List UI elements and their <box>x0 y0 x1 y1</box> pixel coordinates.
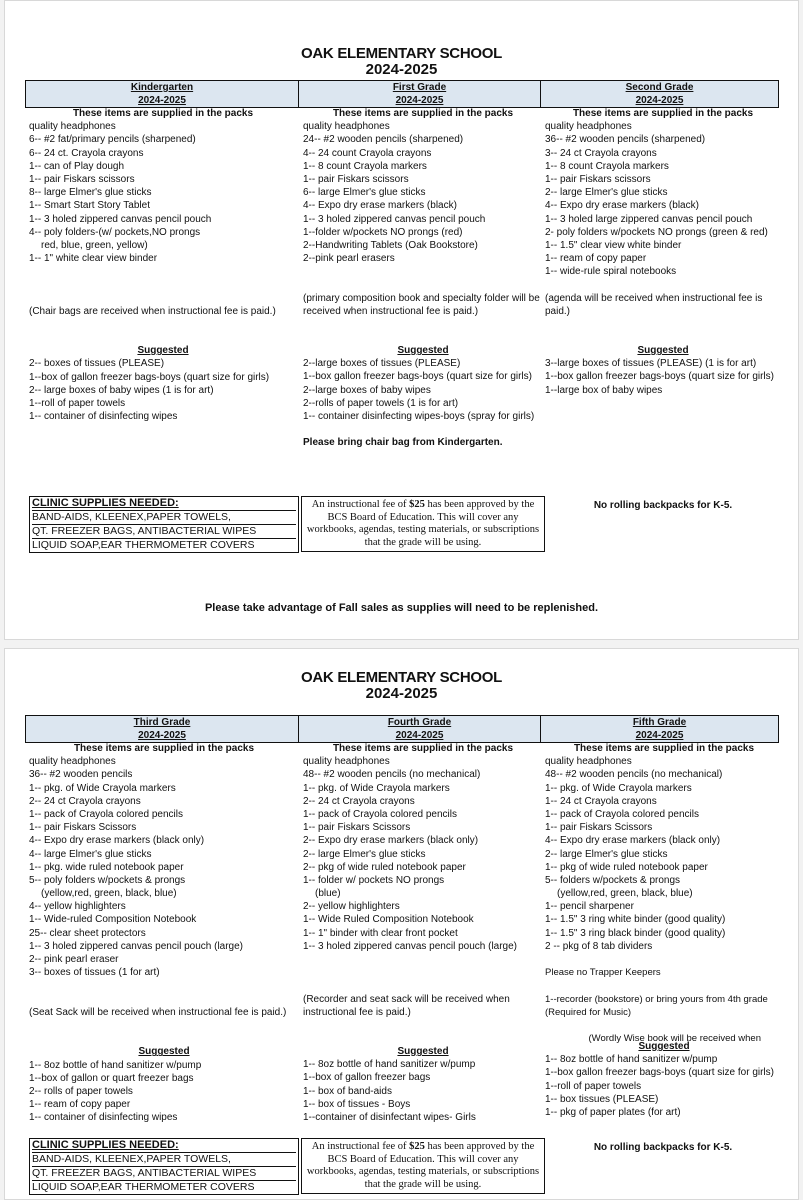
list-item: quality headphones <box>29 756 116 768</box>
clinic-line: BAND-AIDS, KLEENEX,PAPER TOWELS, <box>32 510 296 524</box>
clinic-title: CLINIC SUPPLIES NEEDED: <box>32 497 179 509</box>
list-item: 3-- 24 ct Crayola crayons <box>545 147 657 159</box>
clinic-line: LIQUID SOAP,EAR THERMOMETER COVERS <box>32 538 296 552</box>
clinic-line: BAND-AIDS, KLEENEX,PAPER TOWELS, <box>32 1152 296 1166</box>
list-item: 1-- 3 holed zippered canvas pencil pouch (large) <box>29 940 244 952</box>
list-item: 4-- yellow highlighters <box>29 901 126 913</box>
suggested-item: 1-- container of disinfecting wipes <box>29 1112 178 1124</box>
fee-text: An instructional fee of <box>311 499 410 510</box>
grade-year: 2024-2025 <box>138 95 186 106</box>
suggested-item: 1-- container of disinfecting wipes <box>29 411 178 423</box>
list-item: (yellow,red, green, black, blue) <box>557 888 693 900</box>
list-item: 2-- pink pearl eraser <box>29 954 119 966</box>
suggested-item: 2--large boxes of baby wipes <box>303 384 431 396</box>
list-item: 1-- 1.5" clear view white binder <box>545 239 682 251</box>
instructional-fee-box <box>301 496 545 552</box>
list-item: 1-- pack of Crayola colored pencils <box>29 808 183 820</box>
list-item: 1-- 1" white clear view binder <box>29 253 158 265</box>
suggested-item: 2-- rolls of paper towels <box>29 1085 133 1097</box>
grade-year: 2024-2025 <box>635 730 684 741</box>
list-item: 1-- 1" binder with clear front pocket <box>303 927 458 939</box>
grade-year: 2024-2025 <box>395 730 444 741</box>
clinic-line: QT. FREEZER BAGS, ANTIBACTERIAL WIPES <box>32 1166 296 1180</box>
list-item: 1-- pair Fiskars scissors <box>303 173 409 185</box>
list-item: 8-- large Elmer's glue sticks <box>29 187 152 199</box>
list-item: 48-- #2 wooden pencils (no mechanical) <box>303 769 481 781</box>
suggested-item: 1-- 8oz bottle of hand sanitizer w/pump <box>29 1059 202 1071</box>
grade-name: Fourth Grade <box>387 717 452 728</box>
list-item: 1-- pkg of wide ruled notebook paper <box>545 861 708 873</box>
fee-note: (Seat Sack will be received when instructional fee is paid.) <box>29 1006 287 1018</box>
list-item: 1-- pkg. wide ruled notebook paper <box>29 861 184 873</box>
list-item: 48-- #2 wooden pencils (no mechanical) <box>545 769 723 781</box>
suggested-item: 1--box of gallon or quart freezer bags <box>29 1072 194 1084</box>
suggested-item: 2--rolls of paper towels (1 is for art) <box>303 397 459 409</box>
fee-text: has been approved by the BCS Board of Education. This will cover any workbooks, agendas, testing materials, or subscriptions that the grade will be using. <box>306 1141 540 1190</box>
suggested-item: 1-- box tissues (PLEASE) <box>545 1093 659 1105</box>
grade-header-kindergarten <box>26 81 298 107</box>
list-item: 1-- pair Fiskars scissors <box>545 173 651 185</box>
fee-text: has been approved by the BCS Board of Education. This will cover any workbooks, agendas, testing materials, or subscriptions that the grade will be using. <box>306 499 540 548</box>
suggested-header: Suggested <box>637 345 689 357</box>
clinic-supplies-box <box>29 1138 299 1195</box>
fee-note: (primary composition book and specialty folder will be received when instructional fee is paid.) <box>303 292 540 317</box>
list-item: quality headphones <box>29 121 116 133</box>
supplied-header: These items are supplied in the packs <box>332 108 514 119</box>
grade-header-fifth <box>540 716 778 742</box>
suggested-header: Suggested <box>397 1045 449 1057</box>
third-grade-column <box>29 742 299 1124</box>
list-item: 1-- pencil sharpener <box>545 901 634 913</box>
list-item: 1-- pair Fiskars scissors <box>29 173 135 185</box>
list-item: 1-- pair Fiskars Scissors <box>303 822 411 834</box>
list-item: (yellow,red, green, black, blue) <box>41 888 177 900</box>
wordly-wise-note: (Wordly Wise book will be received when <box>588 1032 761 1044</box>
trapper-keeper-note: Please no Trapper Keepers <box>545 967 661 979</box>
grade-header-first <box>298 81 540 107</box>
suggested-item: 1--roll of paper towels <box>545 1080 642 1092</box>
clinic-title: CLINIC SUPPLIES NEEDED: <box>32 1139 179 1151</box>
list-item: 36-- #2 wooden pencils <box>29 769 133 781</box>
list-item: 1-- pair Fiskars Scissors <box>545 822 653 834</box>
list-item: 1-- 8 count Crayola markers <box>545 160 669 172</box>
fee-amount: $25 <box>409 1141 425 1152</box>
list-item: 2-- yellow highlighters <box>303 901 400 913</box>
suggested-item: 1-- 8oz bottle of hand sanitizer w/pump <box>545 1054 718 1066</box>
list-item: 2- poly folders w/pockets NO prongs (green & red) <box>545 226 768 238</box>
supplied-header: These items are supplied in the packs <box>332 743 514 754</box>
list-item: 4-- poly folders-(w/ pockets,NO prongs <box>29 226 201 238</box>
list-item: 2-- large Elmer's glue sticks <box>545 848 668 860</box>
supply-list-page-2 <box>4 648 799 1200</box>
fee-amount: $25 <box>409 499 425 510</box>
fifth-grade-column <box>545 742 783 1119</box>
supplied-header: These items are supplied in the packs <box>572 108 754 119</box>
chair-bag-note: Please bring chair bag from Kindergarten. <box>303 437 503 449</box>
list-item: 1-- Wide Ruled Composition Notebook <box>303 914 474 926</box>
fourth-grade-column <box>303 742 543 1124</box>
fee-note: (agenda will be received when instructional fee is paid.) <box>545 292 763 317</box>
list-item: 3-- boxes of tissues (1 for art) <box>29 967 160 979</box>
suggested-item: 2-- large boxes of baby wipes (1 is for art) <box>29 384 214 396</box>
list-item: 25-- clear sheet protectors <box>29 927 146 939</box>
list-item: 5-- folders w/pockets & prongs <box>545 874 681 886</box>
school-name: OAK ELEMENTARY SCHOOL <box>301 45 502 62</box>
recorder-note: 1--recorder (bookstore) or bring yours from 4th grade (Required for Music) <box>545 993 768 1018</box>
no-rolling-backpacks-note: No rolling backpacks for K-5. <box>593 500 733 511</box>
list-item: 2-- Expo dry erase markers (black only) <box>303 835 479 847</box>
grade-name: First Grade <box>392 82 447 93</box>
list-item: 4-- Expo dry erase markers (black only) <box>29 835 205 847</box>
list-item: 2-- large Elmer's glue sticks <box>303 848 426 860</box>
list-item: 6-- large Elmer's glue sticks <box>303 187 426 199</box>
list-item: quality headphones <box>303 756 390 768</box>
list-item: 5-- poly folders w/pockets & prongs <box>29 874 186 886</box>
grade-name: Kindergarten <box>130 82 194 93</box>
list-item: 1-- pair Fiskars Scissors <box>29 822 137 834</box>
list-item: 1-- ream of copy paper <box>545 253 647 265</box>
suggested-item: 1--box gallon freezer bags-boys (quart size for girls) <box>545 1067 774 1079</box>
list-item: quality headphones <box>303 121 390 133</box>
grade-header-second <box>540 81 778 107</box>
list-item: 1-- Smart Start Story Tablet <box>29 200 150 212</box>
suggested-header: Suggested <box>397 345 449 357</box>
suggested-item: 2-- boxes of tissues (PLEASE) <box>29 358 165 370</box>
school-year: 2024-2025 <box>365 61 438 78</box>
grade-header-row <box>25 715 779 743</box>
list-item: 4-- Expo dry erase markers (black) <box>303 200 457 212</box>
fee-note: (Chair bags are received when instructional fee is paid.) <box>29 305 276 317</box>
fee-note: (Recorder and seat sack will be received when instructional fee is paid.) <box>303 993 510 1018</box>
suggested-header: Suggested <box>138 1046 190 1058</box>
list-item: (blue) <box>315 888 341 900</box>
list-item: 6-- 24 ct. Crayola crayons <box>29 147 144 159</box>
no-rolling-backpacks-note: No rolling backpacks for K-5. <box>593 1142 733 1153</box>
list-item: 1-- 3 holed zippered canvas pencil pouch <box>303 213 486 225</box>
grade-name: Second Grade <box>625 82 694 93</box>
list-item: quality headphones <box>545 756 632 768</box>
grade-name: Fifth Grade <box>632 717 687 728</box>
list-item: 2--pink pearl erasers <box>303 253 395 265</box>
list-item: 1-- pack of Crayola colored pencils <box>303 808 457 820</box>
list-item: 4-- 24 count Crayola crayons <box>303 147 432 159</box>
list-item: 1-- 24 ct Crayola crayons <box>545 795 657 807</box>
list-item: 2-- large Elmer's glue sticks <box>545 187 668 199</box>
fee-text: An instructional fee of <box>311 1141 410 1152</box>
list-item: 2--Handwriting Tablets (Oak Bookstore) <box>303 239 478 251</box>
suggested-item: 1-- box of tissues - Boys <box>303 1098 411 1110</box>
school-year: 2024-2025 <box>365 685 438 702</box>
list-item: 1-- 3 holed zippered canvas pencil pouch <box>29 213 212 225</box>
list-item: 2-- 24 ct Crayola crayons <box>29 795 141 807</box>
list-item: 1--folder w/pockets NO prongs (red) <box>303 226 463 238</box>
list-item: red, blue, green, yellow) <box>41 239 148 251</box>
grade-header-row <box>25 80 779 108</box>
list-item: 4-- Expo dry erase markers (black) <box>545 200 699 212</box>
fall-sales-note: Please take advantage of Fall sales as supplies will need to be replenished. <box>204 602 599 614</box>
suggested-header: Suggested <box>638 1040 690 1052</box>
suggested-item: 1--large box of baby wipes <box>545 384 663 396</box>
supplied-header: These items are supplied in the packs <box>573 743 755 754</box>
grade-year: 2024-2025 <box>635 95 684 106</box>
suggested-item: 1-- 8oz bottle of hand sanitizer w/pump <box>303 1059 476 1071</box>
suggested-item: 1--box of gallon freezer bags <box>303 1072 431 1084</box>
list-item: 36-- #2 wooden pencils (sharpened) <box>545 134 706 146</box>
list-item: 1-- pkg. of Wide Crayola markers <box>29 782 176 794</box>
list-item: 1-- wide-rule spiral notebooks <box>545 266 677 278</box>
list-item: 1-- pkg. of Wide Crayola markers <box>303 782 450 794</box>
list-item: 1-- pack of Crayola colored pencils <box>545 808 699 820</box>
school-name: OAK ELEMENTARY SCHOOL <box>301 669 502 686</box>
list-item: 2-- 24 ct Crayola crayons <box>303 795 415 807</box>
suggested-item: 3--large boxes of tissues (PLEASE) (1 is for art) <box>545 358 757 370</box>
list-item: 1-- 8 count Crayola markers <box>303 160 427 172</box>
suggested-item: 1--roll of paper towels <box>29 397 126 409</box>
grade-header-third <box>26 716 298 742</box>
second-grade-column <box>545 107 781 397</box>
suggested-item: 1-- box of band-aids <box>303 1085 392 1097</box>
suggested-item: 1-- container disinfecting wipes-boys (spray for girls) <box>303 410 535 422</box>
clinic-line: LIQUID SOAP,EAR THERMOMETER COVERS <box>32 1180 296 1194</box>
suggested-item: 1-- pkg of paper plates (for art) <box>545 1106 681 1118</box>
list-item: 4-- Expo dry erase markers (black only) <box>545 835 721 847</box>
list-item: 1-- Wide-ruled Composition Notebook <box>29 914 197 926</box>
grade-name: Third Grade <box>133 717 191 728</box>
list-item: quality headphones <box>545 121 632 133</box>
instructional-fee-box <box>301 1138 545 1194</box>
list-item: 1-- 1.5" 3 ring white binder (good quality) <box>545 914 726 926</box>
suggested-item: 1-- ream of copy paper <box>29 1099 131 1111</box>
list-item: 1-- can of Play dough <box>29 160 125 172</box>
list-item: 24-- #2 wooden pencils (sharpened) <box>303 134 464 146</box>
list-item: 1-- folder w/ pockets NO prongs <box>303 874 445 886</box>
kindergarten-column <box>29 107 297 423</box>
list-item: 1-- pkg. of Wide Crayola markers <box>545 782 692 794</box>
supplied-header: These items are supplied in the packs <box>73 743 255 754</box>
grade-year: 2024-2025 <box>395 95 444 106</box>
clinic-line: QT. FREEZER BAGS, ANTIBACTERIAL WIPES <box>32 524 296 538</box>
list-item: 1-- 3 holed zippered canvas pencil pouch (large) <box>303 940 518 952</box>
grade-header-fourth <box>298 716 540 742</box>
suggested-header: Suggested <box>137 345 189 357</box>
list-item: 2 -- pkg of 8 tab dividers <box>545 940 653 952</box>
list-item: 1-- 1.5" 3 ring black binder (good quality) <box>545 927 726 939</box>
suggested-item: 2--large boxes of tissues (PLEASE) <box>303 358 461 370</box>
supply-list-page-1 <box>4 0 799 640</box>
first-grade-column <box>303 107 543 450</box>
list-item: 2-- pkg of wide ruled notebook paper <box>303 861 466 873</box>
list-item: 1-- 3 holed large zippered canvas pencil pouch <box>545 213 753 225</box>
supplied-header: These items are supplied in the packs <box>72 108 254 119</box>
suggested-item: 1--box of gallon freezer bags-boys (quart size for girls) <box>29 371 270 383</box>
suggested-item: 1--box gallon freezer bags-boys (quart size for girls) <box>545 371 774 383</box>
clinic-supplies-box <box>29 496 299 553</box>
suggested-item: 1--container of disinfectant wipes- Girls <box>303 1111 476 1123</box>
list-item: 4-- large Elmer's glue sticks <box>29 848 152 860</box>
suggested-item: 1--box gallon freezer bags-boys (quart size for girls) <box>303 371 532 383</box>
list-item: 6-- #2 fat/primary pencils (sharpened) <box>29 134 196 146</box>
grade-year: 2024-2025 <box>138 730 186 741</box>
